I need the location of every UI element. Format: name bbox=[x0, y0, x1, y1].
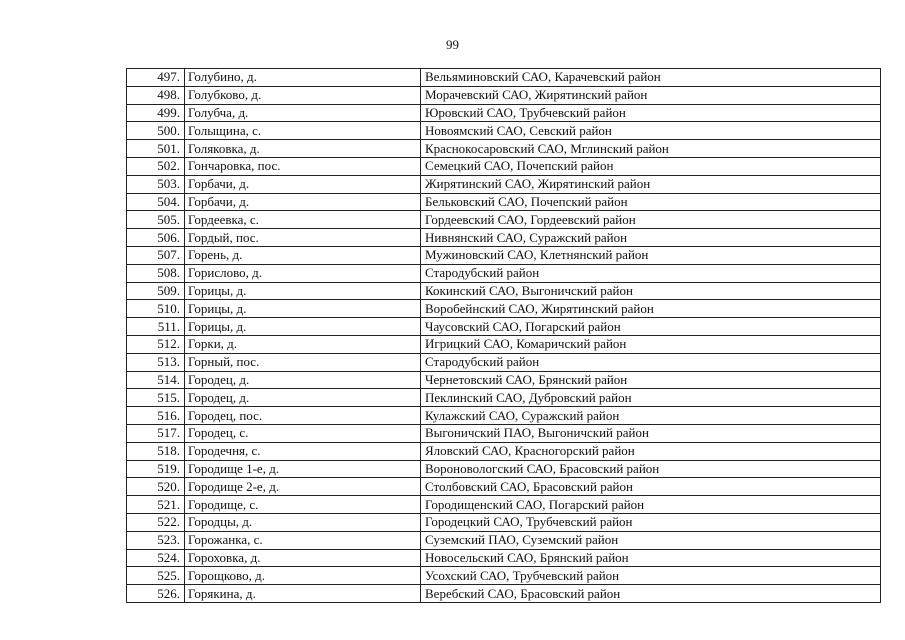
administrative-unit: Гордеевский САО, Гордеевский район bbox=[421, 211, 881, 229]
row-number: 513. bbox=[127, 353, 185, 371]
settlement-name: Городец, д. bbox=[185, 389, 421, 407]
table-row bbox=[127, 460, 881, 478]
administrative-unit: Суземский ПАО, Суземский район bbox=[421, 531, 881, 549]
row-number: 510. bbox=[127, 300, 185, 318]
administrative-unit: Городецкий САО, Трубчевский район bbox=[421, 513, 881, 531]
settlement-name: Голубково, д. bbox=[185, 86, 421, 104]
settlement-name: Горожанка, с. bbox=[185, 531, 421, 549]
table-row bbox=[127, 585, 881, 603]
table-row bbox=[127, 229, 881, 247]
administrative-unit: Яловский САО, Красногорский район bbox=[421, 442, 881, 460]
administrative-unit: Новосельский САО, Брянский район bbox=[421, 549, 881, 567]
settlement-name: Городище, с. bbox=[185, 496, 421, 514]
settlement-name: Городцы, д. bbox=[185, 513, 421, 531]
table-row bbox=[127, 282, 881, 300]
settlement-name: Горощково, д. bbox=[185, 567, 421, 585]
row-number: 522. bbox=[127, 513, 185, 531]
row-number: 525. bbox=[127, 567, 185, 585]
administrative-unit: Морачевский САО, Жирятинский район bbox=[421, 86, 881, 104]
table-row bbox=[127, 531, 881, 549]
administrative-unit: Чернетовский САО, Брянский район bbox=[421, 371, 881, 389]
settlement-name: Голяковка, д. bbox=[185, 140, 421, 158]
row-number: 517. bbox=[127, 424, 185, 442]
administrative-unit: Жирятинский САО, Жирятинский район bbox=[421, 175, 881, 193]
row-number: 518. bbox=[127, 442, 185, 460]
settlement-name: Горислово, д. bbox=[185, 264, 421, 282]
row-number: 523. bbox=[127, 531, 185, 549]
administrative-unit: Кулажский САО, Суражский район bbox=[421, 407, 881, 425]
administrative-unit: Усохский САО, Трубчевский район bbox=[421, 567, 881, 585]
row-number: 514. bbox=[127, 371, 185, 389]
row-number: 507. bbox=[127, 246, 185, 264]
row-number: 504. bbox=[127, 193, 185, 211]
table-row bbox=[127, 318, 881, 336]
administrative-unit: Стародубский район bbox=[421, 264, 881, 282]
table-row bbox=[127, 104, 881, 122]
administrative-unit: Кокинский САО, Выгоничский район bbox=[421, 282, 881, 300]
administrative-unit: Мужиновский САО, Клетнянский район bbox=[421, 246, 881, 264]
table-row bbox=[127, 122, 881, 140]
administrative-unit: Вельяминовский САО, Карачевский район bbox=[421, 69, 881, 87]
settlement-name: Горбачи, д. bbox=[185, 193, 421, 211]
row-number: 501. bbox=[127, 140, 185, 158]
row-number: 524. bbox=[127, 549, 185, 567]
row-number: 520. bbox=[127, 478, 185, 496]
settlement-name: Городище 2-е, д. bbox=[185, 478, 421, 496]
row-number: 497. bbox=[127, 69, 185, 87]
table-row bbox=[127, 69, 881, 87]
settlement-name: Голыщина, с. bbox=[185, 122, 421, 140]
administrative-unit: Чаусовский САО, Погарский район bbox=[421, 318, 881, 336]
table-row bbox=[127, 496, 881, 514]
row-number: 512. bbox=[127, 335, 185, 353]
table-row bbox=[127, 513, 881, 531]
settlement-name: Горбачи, д. bbox=[185, 175, 421, 193]
administrative-unit: Новоямский САО, Севский район bbox=[421, 122, 881, 140]
administrative-unit: Городищенский САО, Погарский район bbox=[421, 496, 881, 514]
row-number: 521. bbox=[127, 496, 185, 514]
table-row bbox=[127, 86, 881, 104]
administrative-unit: Веребский САО, Брасовский район bbox=[421, 585, 881, 603]
table-row bbox=[127, 549, 881, 567]
table-row bbox=[127, 353, 881, 371]
row-number: 526. bbox=[127, 585, 185, 603]
table-row bbox=[127, 567, 881, 585]
administrative-unit: Стародубский район bbox=[421, 353, 881, 371]
table-row bbox=[127, 442, 881, 460]
row-number: 503. bbox=[127, 175, 185, 193]
table-row bbox=[127, 246, 881, 264]
table-row bbox=[127, 264, 881, 282]
table-row bbox=[127, 211, 881, 229]
settlement-name: Гордый, пос. bbox=[185, 229, 421, 247]
administrative-unit: Пеклинский САО, Дубровский район bbox=[421, 389, 881, 407]
settlement-name: Горень, д. bbox=[185, 246, 421, 264]
table-row bbox=[127, 389, 881, 407]
table-row bbox=[127, 193, 881, 211]
row-number: 509. bbox=[127, 282, 185, 300]
settlement-table bbox=[126, 68, 881, 603]
administrative-unit: Столбовский САО, Брасовский район bbox=[421, 478, 881, 496]
settlement-name: Городец, пос. bbox=[185, 407, 421, 425]
row-number: 502. bbox=[127, 157, 185, 175]
table-row bbox=[127, 300, 881, 318]
administrative-unit: Вороновологский САО, Брасовский район bbox=[421, 460, 881, 478]
administrative-unit: Воробейнский САО, Жирятинский район bbox=[421, 300, 881, 318]
administrative-unit: Выгоничский ПАО, Выгоничский район bbox=[421, 424, 881, 442]
table-row bbox=[127, 175, 881, 193]
settlement-name: Голубча, д. bbox=[185, 104, 421, 122]
settlement-name: Голубино, д. bbox=[185, 69, 421, 87]
settlement-name: Горицы, д. bbox=[185, 300, 421, 318]
settlement-name: Гончаровка, пос. bbox=[185, 157, 421, 175]
table-row bbox=[127, 140, 881, 158]
settlement-name: Гороховка, д. bbox=[185, 549, 421, 567]
administrative-unit: Игрицкий САО, Комаричский район bbox=[421, 335, 881, 353]
settlement-name: Горки, д. bbox=[185, 335, 421, 353]
table-row bbox=[127, 335, 881, 353]
administrative-unit: Нивнянский САО, Суражский район bbox=[421, 229, 881, 247]
table-row bbox=[127, 371, 881, 389]
row-number: 508. bbox=[127, 264, 185, 282]
table-row bbox=[127, 157, 881, 175]
row-number: 519. bbox=[127, 460, 185, 478]
row-number: 506. bbox=[127, 229, 185, 247]
settlement-name: Городище 1-е, д. bbox=[185, 460, 421, 478]
row-number: 500. bbox=[127, 122, 185, 140]
row-number: 511. bbox=[127, 318, 185, 336]
settlement-name: Горякина, д. bbox=[185, 585, 421, 603]
row-number: 498. bbox=[127, 86, 185, 104]
settlement-name: Горицы, д. bbox=[185, 282, 421, 300]
administrative-unit: Юровский САО, Трубчевский район bbox=[421, 104, 881, 122]
administrative-unit: Бельковский САО, Почепский район bbox=[421, 193, 881, 211]
administrative-unit: Семецкий САО, Почепский район bbox=[421, 157, 881, 175]
settlement-name: Гордеевка, с. bbox=[185, 211, 421, 229]
page-number: 99 bbox=[446, 37, 459, 52]
table-row bbox=[127, 478, 881, 496]
settlement-table-body bbox=[127, 69, 881, 603]
table-row bbox=[127, 407, 881, 425]
row-number: 516. bbox=[127, 407, 185, 425]
settlement-name: Городец, д. bbox=[185, 371, 421, 389]
settlement-name: Городечня, с. bbox=[185, 442, 421, 460]
row-number: 505. bbox=[127, 211, 185, 229]
settlement-name: Горицы, д. bbox=[185, 318, 421, 336]
table-row bbox=[127, 424, 881, 442]
administrative-unit: Краснокосаровский САО, Мглинский район bbox=[421, 140, 881, 158]
row-number: 515. bbox=[127, 389, 185, 407]
row-number: 499. bbox=[127, 104, 185, 122]
settlement-name: Горный, пос. bbox=[185, 353, 421, 371]
settlement-name: Городец, с. bbox=[185, 424, 421, 442]
